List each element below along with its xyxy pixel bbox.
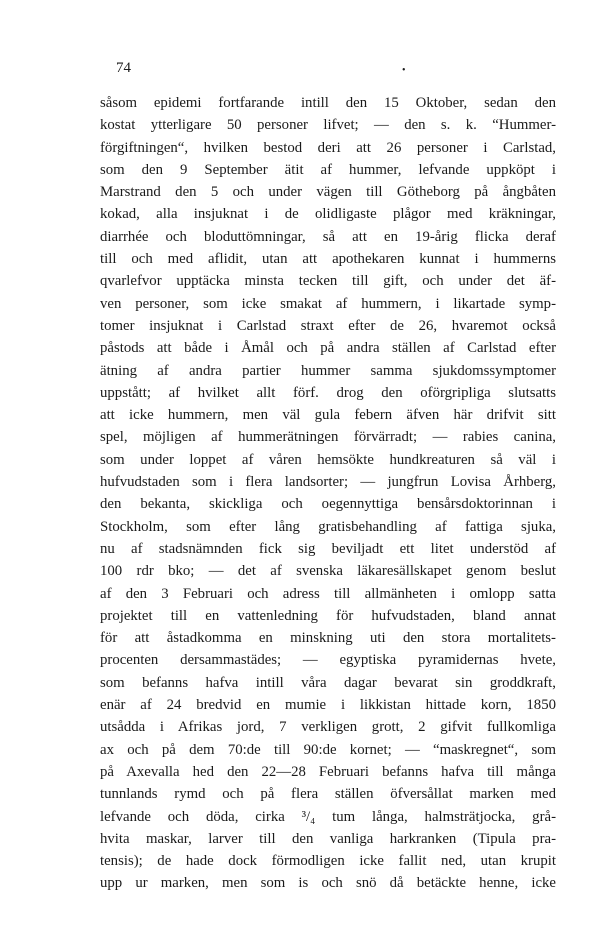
- print-speck: •: [402, 65, 406, 76]
- text-line: förgiftningen“, hvilken bestod deri att 26 personer i Carlstad,: [100, 139, 556, 156]
- text-line: utsådda i Afrikas jord, 7 verkligen grott, 2 gifvit fullkomliga: [100, 719, 556, 736]
- text-line: uppstått; af hvilket allt förf. drog den oförgripliga slutsatts: [100, 384, 556, 401]
- text-line: diarrhée och bloduttömningar, så att en 19-årig flicka deraf: [100, 228, 556, 245]
- text-line: af den 3 Februari och adress till allmänheten i omlopp satta: [100, 585, 556, 602]
- text-line: tomer insjuknat i Carlstad straxt efter de 26, hvaremot också: [100, 317, 556, 334]
- text-line: hvita maskar, larver till den vanliga harkranken (Tipula pra-: [100, 830, 556, 847]
- text-line: som den 9 September ätit af hummer, lefvande uppköpt i: [100, 161, 556, 178]
- text-line: 100 rdr bko; — det af svenska läkaresällskapet genom beslut: [100, 563, 556, 580]
- text-line: för att åstadkomma en minskning uti den stora mortalitets-: [100, 630, 556, 647]
- text-line: tunnlands rymd och på flera ställen öfversållat marken med: [100, 786, 556, 803]
- text-line: Stockholm, som efter lång gratisbehandling af fattiga sjuka,: [100, 518, 556, 535]
- text-line: upp ur marken, men som is och snö då betäckte henne, icke: [100, 875, 556, 892]
- text-line: kostat ytterligare 50 personer lifvet; — den s. k. “Hummer-: [100, 117, 556, 134]
- text-line: till och med aflidit, utan att apothekaren kunnat i hummerns: [100, 251, 556, 268]
- body-text: [100, 92, 556, 895]
- text-line: ax och på dem 70:de till 90:de kornet; — “maskregnet“, som: [100, 741, 556, 758]
- text-line: som befanns hafva intill våra dagar bevarat sin groddkraft,: [100, 674, 556, 691]
- text-line: hufvudstaden som i flera landsorter; — jungfrun Lovisa Århberg,: [100, 474, 556, 491]
- text-line: ätning af andra partier hummer samma sjukdomssymptomer: [100, 362, 556, 379]
- text-line: lefvande och döda, cirka ³/₄ tum långa, halmsträtjocka, grå-: [100, 808, 556, 825]
- text-line: som under loppet af våren hemsökte hundkreaturen så väl i: [100, 451, 556, 468]
- text-line: påstods att både i Åmål och på andra ställen af Carlstad efter: [100, 340, 556, 357]
- text-line: ven personer, som icke smakat af hummern, i likartade symp-: [100, 295, 556, 312]
- text-line: den bekanta, skickliga och oegennyttiga bensårsdoktorinnan i: [100, 496, 556, 513]
- text-line: på Axevalla hed den 22—28 Februari befanns hafva till många: [100, 763, 556, 780]
- text-line: projektet till en vattenledning för hufvudstaden, bland annat: [100, 607, 556, 624]
- text-line: nu af stadsnämnden fick sig beviljadt ett litet understöd af: [100, 540, 556, 557]
- text-line: kokad, alla insjuknat i de olidligaste plågor med kräkningar,: [100, 206, 556, 223]
- text-line: enär af 24 bredvid en mumie i likkistan hittade korn, 1850: [100, 697, 556, 714]
- page-number: 74: [116, 60, 131, 76]
- text-line: spel, möjligen af hummerätningen förvärradt; — rabies canina,: [100, 429, 556, 446]
- text-line: såsom epidemi fortfarande intill den 15 Oktober, sedan den: [100, 95, 556, 111]
- text-line: procenten dersammastädes; — egyptiska pyramidernas hvete,: [100, 652, 556, 669]
- text-line: qvarlefvor upptäcka minsta tecken till gift, och under det äf-: [100, 273, 556, 290]
- text-line: att icke hummern, men väl gula febern äfven här drifvit sitt: [100, 407, 556, 424]
- text-line: tensis); de hade dock förmodligen icke fallit ned, utan krupit: [100, 853, 556, 870]
- text-line: Marstrand den 5 och under vägen till Götheborg på ångbåten: [100, 184, 556, 201]
